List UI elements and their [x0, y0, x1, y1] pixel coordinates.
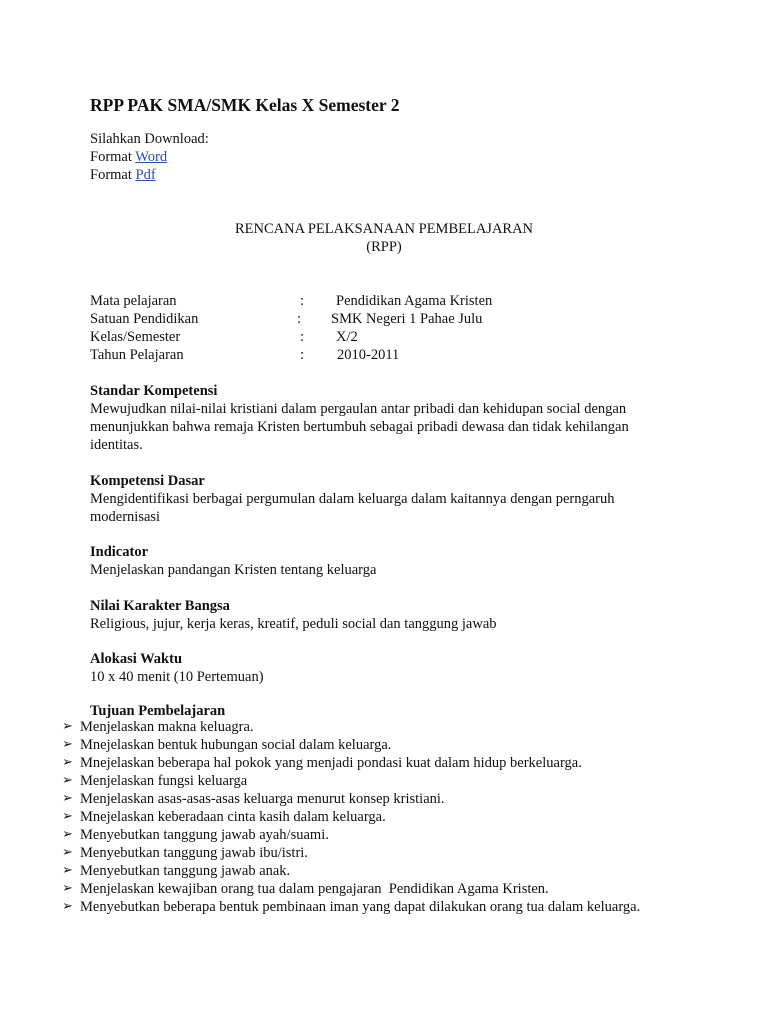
meta-value: Pendidikan Agama Kristen [336, 293, 493, 309]
list-item-text: Menyebutkan tanggung jawab ayah/suami. [80, 827, 329, 843]
meta-colon: : [300, 347, 305, 363]
list-item [62, 772, 640, 790]
list-item [62, 844, 640, 862]
list-item-text: Menyebutkan beberapa bentuk pembinaan iman yang dapat dilakukan orang tua dalam keluarga. [80, 899, 641, 915]
meta-row-subject [90, 292, 690, 310]
list-item [62, 862, 640, 880]
objectives-list [62, 718, 640, 916]
download-word-prefix: Format [90, 149, 136, 165]
arrow-bullet-icon: ➢ [62, 899, 73, 914]
standar-heading: Standar Kompetensi [90, 383, 218, 399]
meta-label: Mata pelajaran [90, 293, 177, 309]
nilai-body: Religious, jujur, kerja keras, kreatif, peduli social dan tanggung jawab [90, 616, 497, 632]
nilai-heading: Nilai Karakter Bangsa [90, 598, 230, 614]
kompetensi-body: Mengidentifikasi berbagai pergumulan dalam keluarga dalam kaitannya dengan perngaruh modernisasi [90, 491, 615, 525]
page-title: RPP PAK SMA/SMK Kelas X Semester 2 [90, 95, 400, 115]
arrow-bullet-icon: ➢ [62, 845, 73, 860]
arrow-bullet-icon: ➢ [62, 791, 73, 806]
meta-colon: : [300, 329, 305, 345]
arrow-bullet-icon: ➢ [62, 719, 73, 734]
download-pdf-link[interactable]: Pdf [135, 167, 156, 183]
meta-row-year [90, 346, 690, 364]
tujuan-heading: Tujuan Pembelajaran [90, 703, 226, 719]
meta-row-school [90, 310, 690, 328]
meta-value: SMK Negeri 1 Pahae Julu [331, 311, 483, 327]
alokasi-heading: Alokasi Waktu [90, 651, 183, 667]
arrow-bullet-icon: ➢ [62, 809, 73, 824]
arrow-bullet-icon: ➢ [62, 863, 73, 878]
kompetensi-heading: Kompetensi Dasar [90, 473, 205, 489]
list-item [62, 808, 640, 826]
meta-label: Kelas/Semester [90, 329, 181, 345]
download-pdf-line [90, 166, 156, 184]
list-item-text: Menyebutkan tanggung jawab ibu/istri. [80, 845, 308, 861]
arrow-bullet-icon: ➢ [62, 827, 73, 842]
arrow-bullet-icon: ➢ [62, 737, 73, 752]
list-item-text: Mnejelaskan keberadaan cinta kasih dalam keluarga. [80, 809, 386, 825]
list-item [62, 790, 640, 808]
list-item-text: Mnejelaskan bentuk hubungan social dalam keluarga. [80, 737, 392, 753]
download-word-line [90, 148, 167, 166]
list-item [62, 754, 640, 772]
indicator-body: Menjelaskan pandangan Kristen tentang keluarga [90, 562, 377, 578]
download-heading: Silahkan Download: [90, 131, 209, 147]
list-item [62, 898, 640, 916]
list-item [62, 880, 640, 898]
download-pdf-prefix: Format [90, 167, 136, 183]
list-item-text: Menjelaskan kewajiban orang tua dalam pengajaran Pendidikan Agama Kristen. [80, 881, 549, 897]
indicator-heading: Indicator [90, 544, 148, 560]
download-word-link[interactable]: Word [135, 149, 168, 165]
list-item [62, 736, 640, 754]
doc-heading-line2: (RPP) [366, 239, 402, 255]
list-item-text: Menyebutkan tanggung jawab anak. [80, 863, 291, 879]
list-item-text: Mnejelaskan beberapa hal pokok yang menjadi pondasi kuat dalam hidup berkeluarga. [80, 755, 582, 771]
meta-colon: : [300, 293, 305, 309]
standar-body: Mewujudkan nilai-nilai kristiani dalam pergaulan antar pribadi dan kehidupan social dengan menunjukkan bahwa remaja Kristen bertumbuh sebagai pribadi dewasa dan tidak kehilangan identitas. [90, 401, 629, 453]
doc-heading-line1: RENCANA PELAKSANAAN PEMBELAJARAN [234, 221, 534, 237]
list-item-text: Menjelaskan makna keluagra. [80, 719, 254, 735]
list-item-text: Menjelaskan asas-asas-asas keluarga menurut konsep kristiani. [80, 791, 445, 807]
meta-value: 2010-2011 [337, 347, 400, 363]
arrow-bullet-icon: ➢ [62, 881, 73, 896]
list-item [62, 826, 640, 844]
arrow-bullet-icon: ➢ [62, 773, 73, 788]
arrow-bullet-icon: ➢ [62, 755, 73, 770]
meta-colon: : [297, 311, 302, 327]
meta-label: Tahun Pelajaran [90, 347, 184, 363]
meta-value: X/2 [336, 329, 358, 345]
list-item [62, 718, 640, 736]
meta-row-class [90, 328, 690, 346]
list-item-text: Menjelaskan fungsi keluarga [80, 773, 248, 789]
alokasi-body: 10 x 40 menit (10 Pertemuan) [90, 669, 264, 685]
meta-label: Satuan Pendidikan [90, 311, 199, 327]
